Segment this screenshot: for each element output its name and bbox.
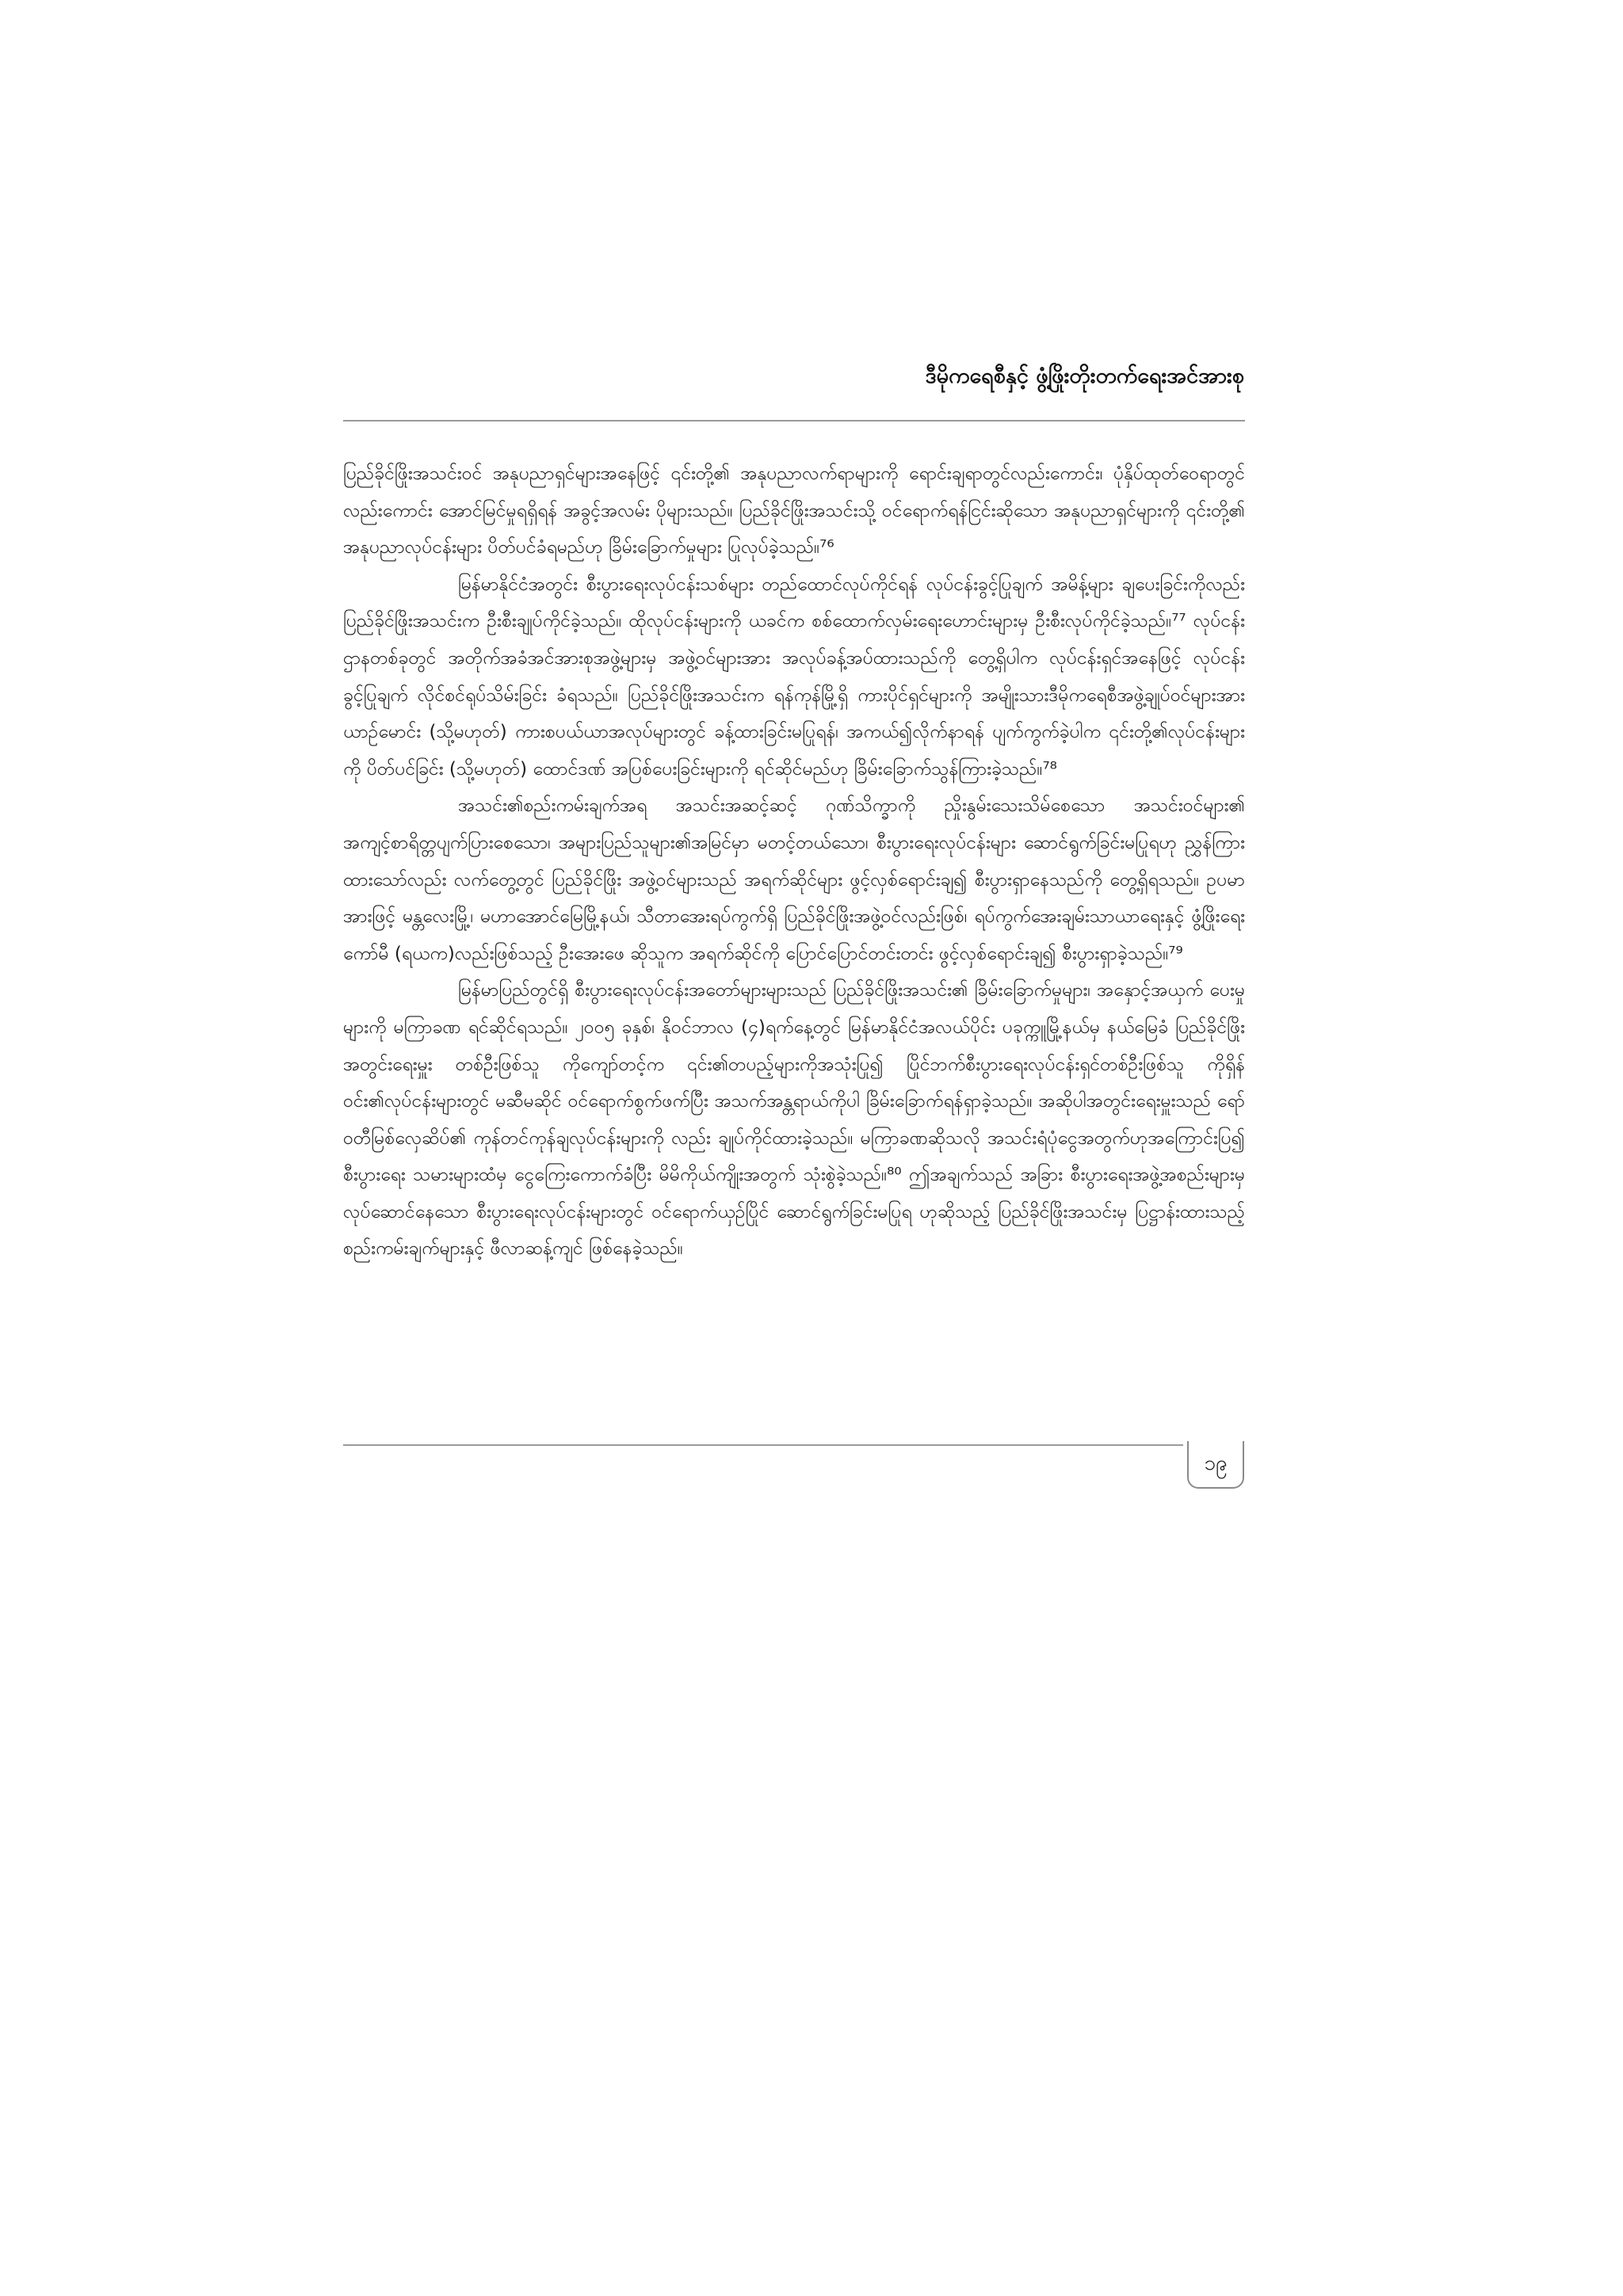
body-text	[343, 456, 1245, 1446]
running-header-title: ဒီမိုကရေစီနှင့် ဖွံ့ဖြိုးတိုးတက်ရေးအင်အားစု	[925, 364, 1244, 388]
footer-divider	[343, 1444, 1183, 1446]
header-divider	[343, 420, 1245, 421]
paragraph-2: မြန်မာနိုင်ငံအတွင်း စီးပွားရေးလုပ်ငန်းသစ်များ တည်ထောင်လုပ်ကိုင်ရန် လုပ်ငန်းခွင့်ပြုချက် အမိန့်များ ချပေးခြင်းကိုလည်း ပြည်ခိုင်ဖြိုးအသင်းက ဦးစီးချုပ်ကိုင်ခဲ့သည်။ ထိုလုပ်ငန်းများကို ယခင်က စစ်ထောက်လှမ်းရေးဟောင်းများမှ ဦးစီးလုပ်ကိုင်ခဲ့သည်။⁷⁷ လုပ်ငန်းဌာနတစ်ခုတွင် အတိုက်အခံအင်အားစုအဖွဲ့များမှ အဖွဲ့ဝင်များအား အလုပ်ခန့်အပ်ထားသည်ကို တွေ့ရှိပါက လုပ်ငန်းရှင်အနေဖြင့် လုပ်ငန်းခွင့်ပြုချက် လိုင်စင်ရုပ်သိမ်းခြင်း ခံရသည်။ ပြည်ခိုင်ဖြိုးအသင်းက ရန်ကုန်မြို့ရှိ ကားပိုင်ရှင်များကို အမျိုးသားဒီမိုကရေစီအဖွဲ့ချုပ်ဝင်များအား ယာဉ်မောင်း (သို့မဟုတ်) ကားစပယ်ယာအလုပ်များတွင် ခန့်ထားခြင်းမပြုရန်၊ အကယ်၍လိုက်နာရန် ပျက်ကွက်ခဲ့ပါက ၎င်းတို့၏လုပ်ငန်းများကို ပိတ်ပင်ခြင်း (သို့မဟုတ်) ထောင်ဒဏ် အပြစ်ပေးခြင်းများကို ရင်ဆိုင်မည်ဟု ခြိမ်းခြောက်သွန်ကြားခဲ့သည်။⁷⁸	[343, 574, 1245, 780]
paragraph-3: အသင်း၏စည်းကမ်းချက်အရ အသင်းအဆင့်ဆင့် ဂုဏ်သိက္ခာကို ညှိုးနွမ်းသေးသိမ်စေသော အသင်းဝင်များ၏ အကျင့်စာရိတ္တပျက်ပြားစေသော၊ အများပြည်သူများ၏အမြင်မှာ မတင့်တယ်သော၊ စီးပွားရေးလုပ်ငန်းများ ဆောင်ရွက်ခြင်းမပြုရဟု ညွှန်ကြားထားသော်လည်း လက်တွေ့တွင် ပြည်ခိုင်ဖြိုး အဖွဲ့ဝင်များသည် အရက်ဆိုင်များ ဖွင့်လှစ်ရောင်းချ၍ စီးပွားရှာနေသည်ကို တွေ့ရှိရသည်။ ဥပမာ အားဖြင့် မန္တလေးမြို့၊ မဟာအောင်မြေမြို့နယ်၊ သီတာအေးရပ်ကွက်ရှိ ပြည်ခိုင်ဖြိုးအဖွဲ့ဝင်လည်းဖြစ်၊ ရပ်ကွက်အေးချမ်းသာယာရေးနှင့် ဖွံ့ဖြိုးရေးကော်မီ (ရယက)လည်းဖြစ်သည့် ဦးအေးဖေ ဆိုသူက အရက်ဆိုင်ကို ပြောင်ပြောင်တင်းတင်း ဖွင့်လှစ်ရောင်းချ၍ စီးပွားရှာခဲ့သည်။⁷⁹	[343, 795, 1245, 964]
paragraph-4: မြန်မာပြည်တွင်ရှိ စီးပွားရေးလုပ်ငန်းအတော်များများသည် ပြည်ခိုင်ဖြိုးအသင်း၏ ခြိမ်းခြောက်မှုများ၊ အနှောင့်အယှက် ပေးမှုများကို မကြာခဏ ရင်ဆိုင်ရသည်။ ၂၀၀၅ ခုနှစ်၊ နိုဝင်ဘာလ (၄)ရက်နေ့တွင် မြန်မာနိုင်ငံအလယ်ပိုင်း ပခုက္ကူမြို့နယ်မှ နယ်မြေခံ ပြည်ခိုင်ဖြိုးအတွင်းရေးမှူး တစ်ဦးဖြစ်သူ ကိုကျော်တင့်က ၎င်း၏တပည့်များကိုအသုံးပြု၍ ပြိုင်ဘက်စီးပွားရေးလုပ်ငန်းရှင်တစ်ဦးဖြစ်သူ ကိုရှိန်ဝင်း၏လုပ်ငန်းများတွင် မဆီမဆိုင် ဝင်ရောက်စွက်ဖက်ပြီး အသက်အန္တရာယ်ကိုပါ ခြိမ်းခြောက်ရန်ရှာခဲ့သည်။ အဆိုပါအတွင်းရေးမှူးသည် ရော်ဝတီမြစ်လှေဆိပ်၏ ကုန်တင်ကုန်ချလုပ်ငန်းများကို လည်း ချုပ်ကိုင်ထားခဲ့သည်။ မကြာခဏဆိုသလို အသင်းရံပုံငွေအတွက်ဟုအကြောင်းပြ၍ စီးပွားရေး သမားများထံမှ ငွေကြေးကောက်ခံပြီး မိမိကိုယ်ကျိုးအတွက် သုံးစွဲခဲ့သည်။⁸⁰ ဤအချက်သည် အခြား စီးပွားရေးအဖွဲ့အစည်းများမှ လုပ်ဆောင်နေသော စီးပွားရေးလုပ်ငန်းများတွင် ဝင်ရောက်ယှဉ်ပြိုင် ဆောင်ရွက်ခြင်းမပြုရ ဟုဆိုသည့် ပြည်ခိုင်ဖြိုးအသင်းမှ ပြဋ္ဌာန်းထားသည့် စည်းကမ်းချက်များနှင့် ဖီလာဆန့်ကျင် ဖြစ်နေခဲ့သည်။	[343, 980, 1245, 1260]
paragraph-1: ပြည်ခိုင်ဖြိုးအသင်းဝင် အနုပညာရှင်များအနေဖြင့် ၎င်းတို့၏ အနုပညာလက်ရာများကို ရောင်းချရာတွင်လည်းကောင်း၊ ပုံနှိပ်ထုတ်ဝေရာတွင်လည်းကောင်း အောင်မြင်မှုရရှိရန် အခွင့်အလမ်း ပိုများသည်။ ပြည်ခိုင်ဖြိုးအသင်းသို့ ဝင်ရောက်ရန်ငြင်းဆိုသော အနုပညာရှင်များကို ၎င်းတို့၏ အနုပညာလုပ်ငန်းများ ပိတ်ပင်ခံရမည်ဟု ခြိမ်းခြောက်မှုများ ပြုလုပ်ခဲ့သည်။⁷⁶	[343, 463, 1245, 559]
page-number: ၁၉	[1187, 1441, 1244, 1489]
